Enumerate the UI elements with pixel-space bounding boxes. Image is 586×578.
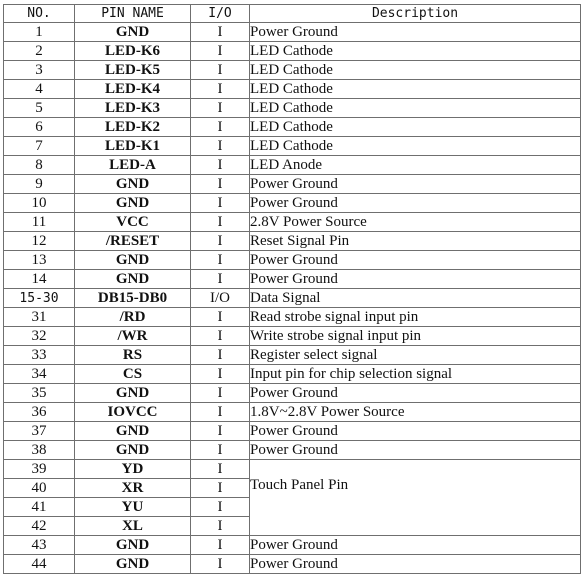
pin-number: 5	[4, 99, 75, 118]
pin-io: I	[191, 460, 250, 479]
pin-name: XL	[75, 517, 191, 536]
table-row	[4, 555, 581, 574]
pin-name: CS	[75, 365, 191, 384]
pin-io: I	[191, 42, 250, 61]
pin-description: Power Ground	[250, 441, 581, 460]
pin-name: XR	[75, 479, 191, 498]
pin-number: 39	[4, 460, 75, 479]
pin-name: LED-K6	[75, 42, 191, 61]
header-description: Description	[250, 5, 581, 23]
pin-number: 10	[4, 194, 75, 213]
pin-io: I	[191, 365, 250, 384]
header-pin-name: PIN NAME	[75, 5, 191, 23]
pin-name: GND	[75, 23, 191, 42]
pin-io: I	[191, 23, 250, 42]
pin-name: LED-K1	[75, 137, 191, 156]
table-row	[4, 536, 581, 555]
pin-description: Input pin for chip selection signal	[250, 365, 581, 384]
table-row	[4, 99, 581, 118]
table-row	[4, 23, 581, 42]
pin-io: I	[191, 118, 250, 137]
pin-number: 9	[4, 175, 75, 194]
pin-name: LED-K4	[75, 80, 191, 99]
table-row	[4, 137, 581, 156]
pin-description: Write strobe signal input pin	[250, 327, 581, 346]
pin-name: /RD	[75, 308, 191, 327]
pin-description: LED Cathode	[250, 99, 581, 118]
table-row	[4, 118, 581, 137]
pin-name: GND	[75, 555, 191, 574]
pin-number: 2	[4, 42, 75, 61]
pin-definition-table	[3, 4, 581, 574]
pin-description: Power Ground	[250, 251, 581, 270]
table-header-row	[4, 5, 581, 23]
pin-name: DB15-DB0	[75, 289, 191, 308]
table-row	[4, 384, 581, 403]
pin-number: 31	[4, 308, 75, 327]
pin-description: Power Ground	[250, 23, 581, 42]
pin-description: Power Ground	[250, 384, 581, 403]
pin-description: Power Ground	[250, 270, 581, 289]
pin-description: LED Anode	[250, 156, 581, 175]
pin-name: LED-K5	[75, 61, 191, 80]
pin-description: Power Ground	[250, 536, 581, 555]
table-row	[4, 365, 581, 384]
pin-number: 8	[4, 156, 75, 175]
table-row	[4, 61, 581, 80]
pin-number: 41	[4, 498, 75, 517]
pin-description: Register select signal	[250, 346, 581, 365]
table-row	[4, 346, 581, 365]
pin-description: LED Cathode	[250, 42, 581, 61]
table-row	[4, 460, 581, 479]
pin-name: GND	[75, 251, 191, 270]
table-row	[4, 232, 581, 251]
pin-number: 14	[4, 270, 75, 289]
pin-io: I/O	[191, 289, 250, 308]
header-no: NO.	[4, 5, 75, 23]
pin-io: I	[191, 156, 250, 175]
pin-io: I	[191, 479, 250, 498]
pin-description: Read strobe signal input pin	[250, 308, 581, 327]
table-row	[4, 270, 581, 289]
pin-number: 42	[4, 517, 75, 536]
table-row	[4, 403, 581, 422]
pin-number: 12	[4, 232, 75, 251]
pin-number: 44	[4, 555, 75, 574]
table-row	[4, 42, 581, 61]
pin-number: 36	[4, 403, 75, 422]
pin-io: I	[191, 498, 250, 517]
table-row	[4, 441, 581, 460]
pin-io: I	[191, 61, 250, 80]
pin-number: 34	[4, 365, 75, 384]
pin-description: Power Ground	[250, 175, 581, 194]
pin-number: 1	[4, 23, 75, 42]
pin-description: 1.8V~2.8V Power Source	[250, 403, 581, 422]
pin-number: 4	[4, 80, 75, 99]
pin-description: Touch Panel Pin	[250, 460, 581, 536]
table-row	[4, 251, 581, 270]
pin-name: LED-K2	[75, 118, 191, 137]
pin-name: GND	[75, 441, 191, 460]
pin-io: I	[191, 270, 250, 289]
pin-number: 6	[4, 118, 75, 137]
pin-description: LED Cathode	[250, 118, 581, 137]
pin-name: GND	[75, 422, 191, 441]
pin-name: /RESET	[75, 232, 191, 251]
pin-name: GND	[75, 536, 191, 555]
pin-name: GND	[75, 384, 191, 403]
pin-number: 32	[4, 327, 75, 346]
table-row	[4, 422, 581, 441]
pin-number: 38	[4, 441, 75, 460]
pin-number: 33	[4, 346, 75, 365]
pin-number: 37	[4, 422, 75, 441]
pin-name: GND	[75, 270, 191, 289]
pin-io: I	[191, 327, 250, 346]
pin-name: VCC	[75, 213, 191, 232]
pin-number: 7	[4, 137, 75, 156]
pin-name: GND	[75, 194, 191, 213]
table-row	[4, 289, 581, 308]
pin-description: Power Ground	[250, 422, 581, 441]
table-row	[4, 80, 581, 99]
table-row	[4, 156, 581, 175]
pin-name: /WR	[75, 327, 191, 346]
pin-description: LED Cathode	[250, 137, 581, 156]
pin-number: 43	[4, 536, 75, 555]
header-io: I/O	[191, 5, 250, 23]
pin-io: I	[191, 99, 250, 118]
pin-io: I	[191, 403, 250, 422]
pin-number: 13	[4, 251, 75, 270]
pin-io: I	[191, 251, 250, 270]
pin-name: YU	[75, 498, 191, 517]
pin-name: LED-A	[75, 156, 191, 175]
pin-number: 15-30	[4, 289, 75, 308]
pin-io: I	[191, 213, 250, 232]
pin-io: I	[191, 536, 250, 555]
pin-io: I	[191, 232, 250, 251]
pin-number: 11	[4, 213, 75, 232]
pin-io: I	[191, 80, 250, 99]
pin-description: Reset Signal Pin	[250, 232, 581, 251]
pin-name: GND	[75, 175, 191, 194]
pin-name: IOVCC	[75, 403, 191, 422]
pin-description: Power Ground	[250, 194, 581, 213]
pin-io: I	[191, 517, 250, 536]
pin-name: LED-K3	[75, 99, 191, 118]
pin-io: I	[191, 308, 250, 327]
pin-description: LED Cathode	[250, 61, 581, 80]
pin-io: I	[191, 555, 250, 574]
table-row	[4, 213, 581, 232]
pin-io: I	[191, 346, 250, 365]
pin-io: I	[191, 384, 250, 403]
table-row	[4, 327, 581, 346]
table-row	[4, 308, 581, 327]
pin-io: I	[191, 194, 250, 213]
pin-description: Power Ground	[250, 555, 581, 574]
pin-name: YD	[75, 460, 191, 479]
table-row	[4, 175, 581, 194]
pin-description: LED Cathode	[250, 80, 581, 99]
pin-io: I	[191, 441, 250, 460]
pin-description: 2.8V Power Source	[250, 213, 581, 232]
pin-table-container	[3, 4, 581, 574]
pin-io: I	[191, 422, 250, 441]
pin-number: 40	[4, 479, 75, 498]
pin-io: I	[191, 175, 250, 194]
pin-name: RS	[75, 346, 191, 365]
pin-io: I	[191, 137, 250, 156]
pin-number: 3	[4, 61, 75, 80]
pin-number: 35	[4, 384, 75, 403]
table-row	[4, 194, 581, 213]
pin-description: Data Signal	[250, 289, 581, 308]
